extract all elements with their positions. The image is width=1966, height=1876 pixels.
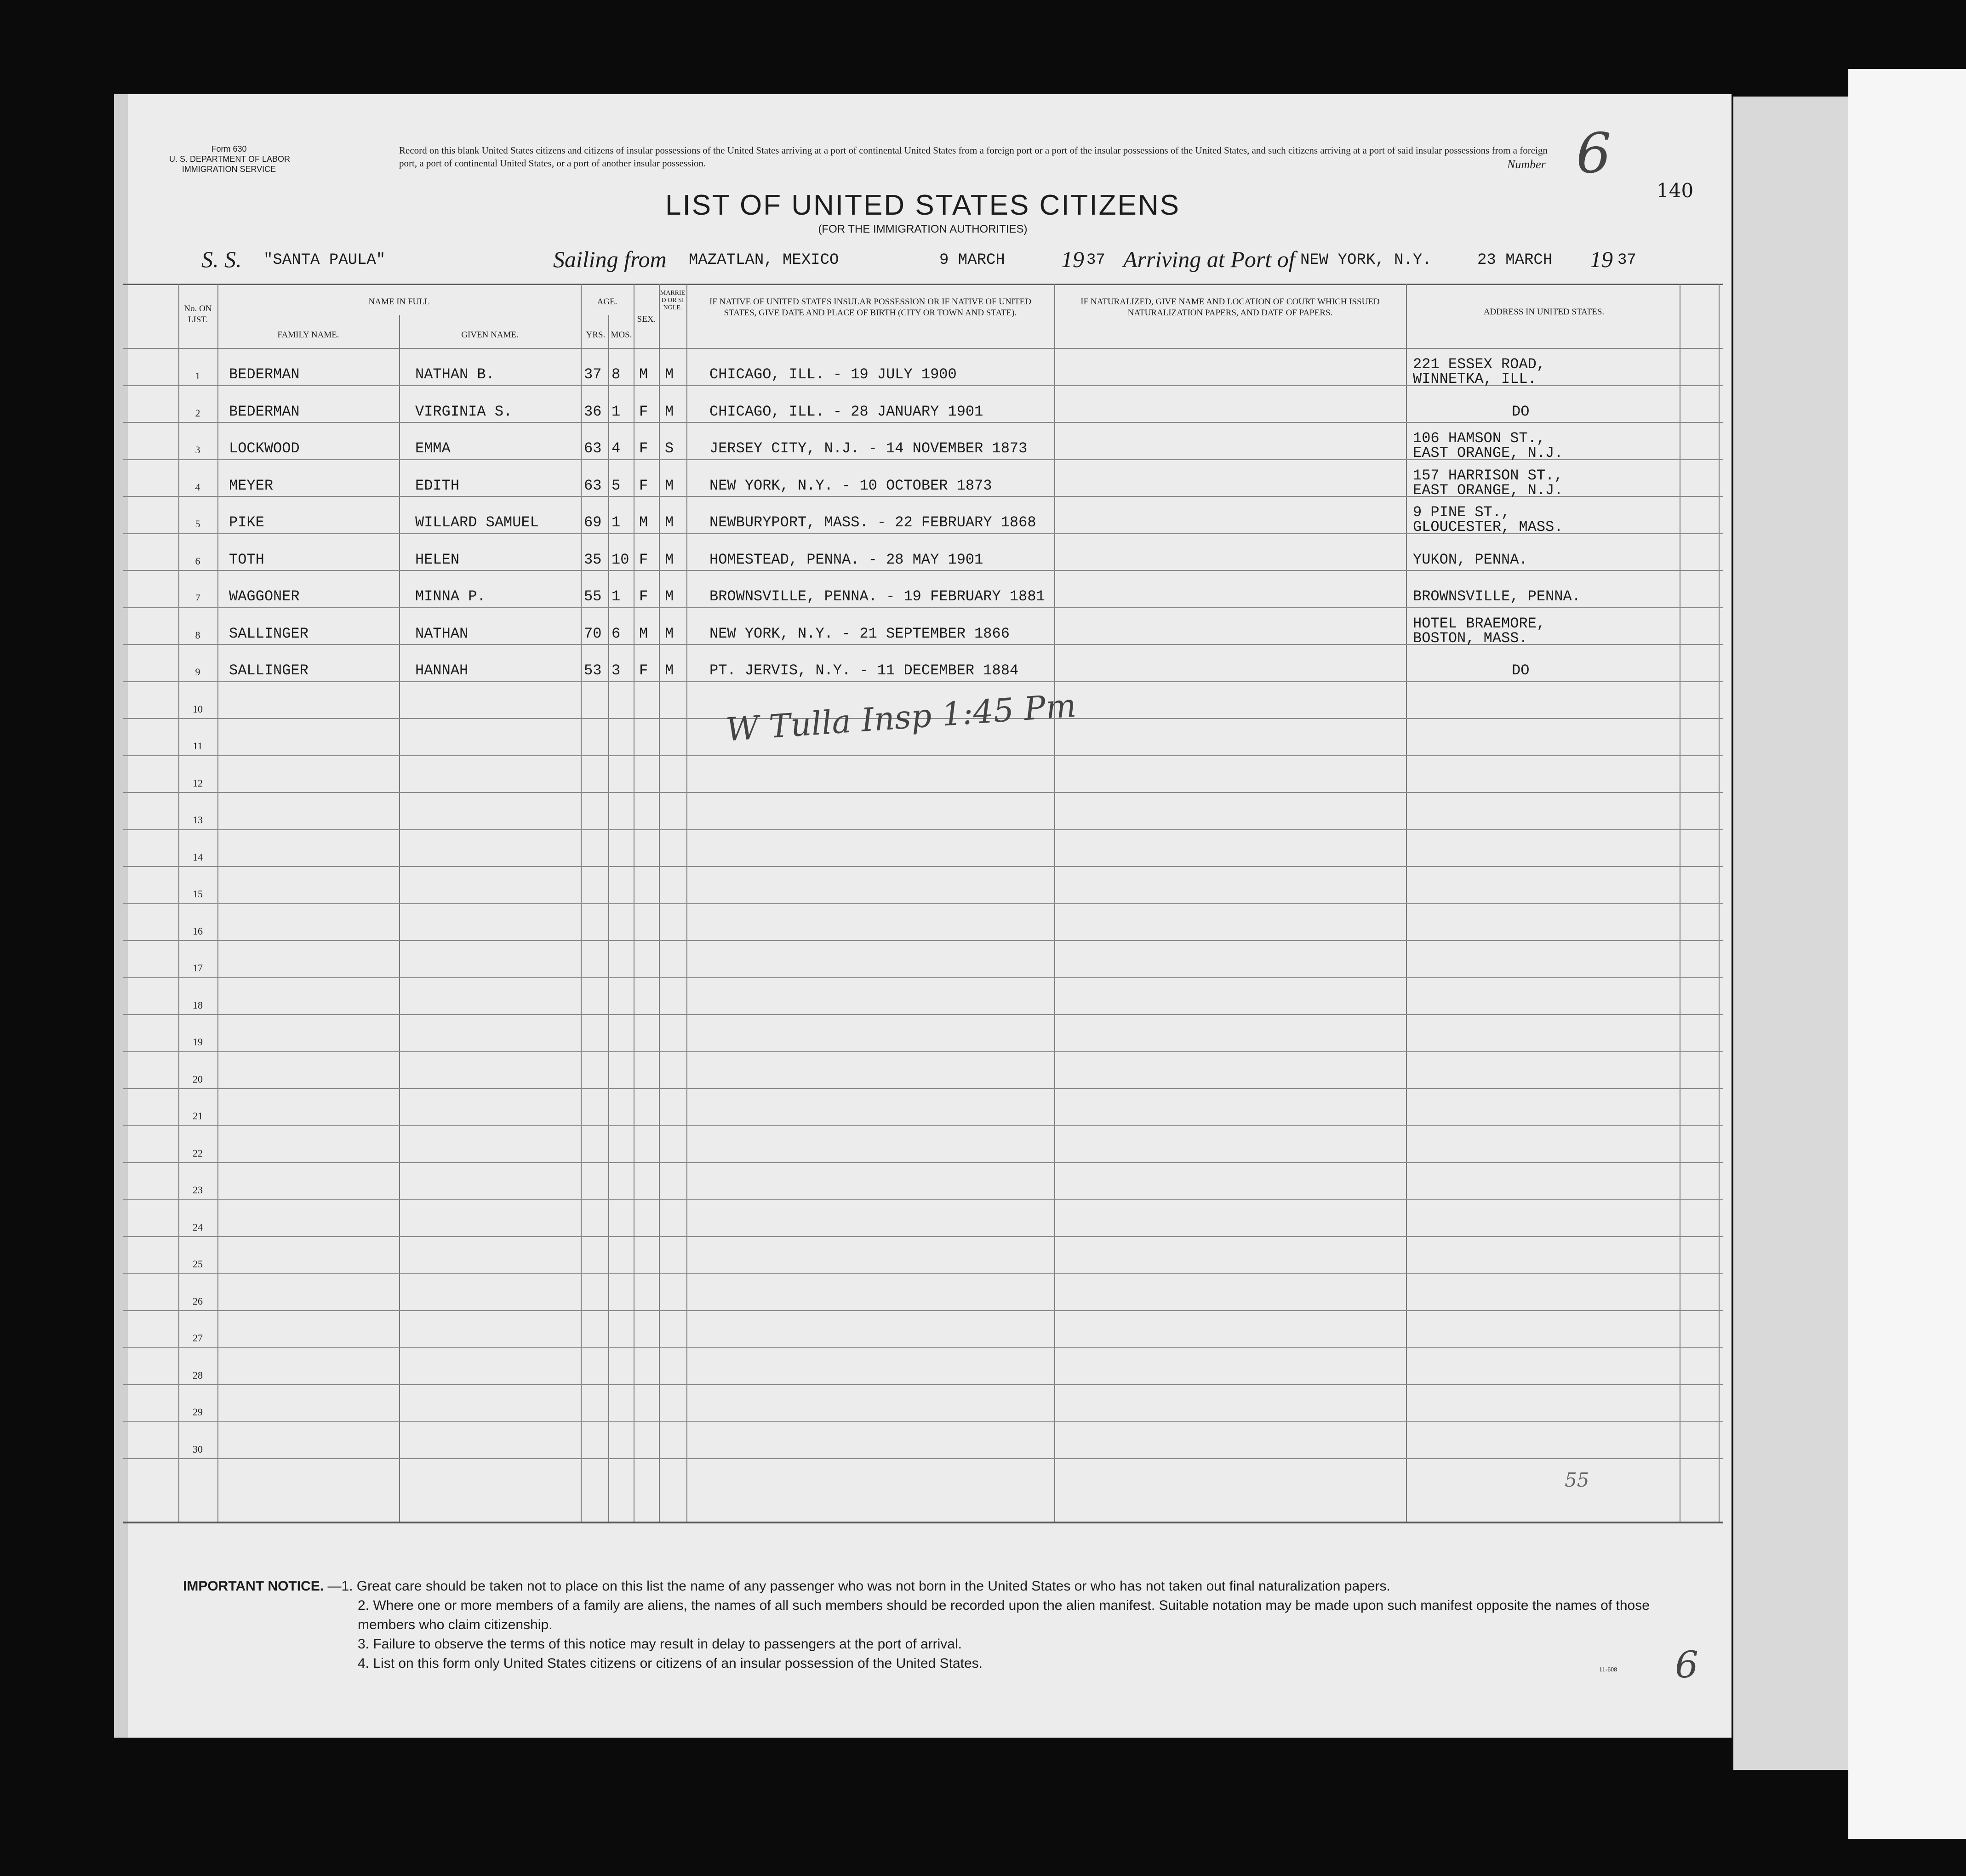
row-number: 21 — [193, 1110, 203, 1122]
row-number: 6 — [195, 555, 200, 567]
sex-cell: F — [639, 551, 648, 568]
punch-hole-icon — [74, 1437, 97, 1460]
address-line-1-cell: HOTEL BRAEMORE, — [1413, 615, 1546, 632]
sex-cell: M — [639, 625, 648, 642]
birth-cell: CHICAGO, ILL. - 19 JULY 1900 — [709, 366, 957, 383]
row-number: 8 — [195, 629, 200, 641]
family-name-cell: MEYER — [229, 477, 274, 494]
family-name-cell: SALLINGER — [229, 625, 309, 642]
marital-status-cell: M — [665, 514, 674, 531]
underlying-page — [1848, 69, 1966, 1839]
marital-status-cell: M — [665, 477, 674, 494]
given-name-cell: MINNA P. — [415, 588, 486, 605]
given-name-cell: NATHAN B. — [415, 366, 495, 383]
address-line-2-cell: EAST ORANGE, N.J. — [1413, 482, 1563, 499]
sex-cell: M — [639, 366, 648, 383]
corner-mark: 6 — [1675, 1643, 1698, 1686]
row-rule — [123, 1014, 1723, 1015]
page-title: LIST OF UNITED STATES CITIZENS — [665, 189, 1180, 221]
address-line-2-cell: BROWNSVILLE, PENNA. — [1413, 588, 1581, 605]
age-months-cell: 1 — [612, 403, 621, 420]
family-name-cell: LOCKWOOD — [229, 440, 300, 457]
page-binding-edge — [114, 94, 128, 1738]
punch-hole-icon — [74, 1122, 97, 1146]
row-number: 26 — [193, 1295, 203, 1307]
departure-year-prefix: 19 — [1061, 246, 1084, 272]
row-rule — [123, 1236, 1723, 1237]
header-age-years: YRS. — [586, 330, 606, 340]
number-label: Number — [1507, 158, 1546, 171]
form-identifier — [169, 144, 289, 174]
header-sex: SEX. — [637, 314, 656, 324]
marital-status-cell: M — [665, 551, 674, 568]
row-rule — [123, 1421, 1723, 1422]
row-number: 13 — [193, 814, 203, 826]
inspector-note: W Tulla Insp 1:45 Pm — [725, 686, 1078, 749]
row-number: 12 — [193, 777, 203, 789]
birth-cell: BROWNSVILLE, PENNA. - 19 FEBRUARY 1881 — [709, 588, 1045, 605]
address-line-2-cell: GLOUCESTER, MASS. — [1413, 519, 1563, 536]
row-rule — [123, 1384, 1723, 1385]
row-number: 27 — [193, 1332, 203, 1344]
ss-label: S. S. — [201, 246, 242, 272]
row-rule — [123, 1458, 1723, 1459]
row-number: 28 — [193, 1369, 203, 1381]
age-months-cell: 1 — [612, 514, 621, 531]
row-rule — [123, 755, 1723, 756]
notice-item-4: 4. List on this form only United States citizens or citizens of an insular possession of the United States. — [358, 1656, 983, 1671]
row-number: 15 — [193, 888, 203, 900]
service-label: IMMIGRATION SERVICE — [182, 165, 276, 174]
header-no-on-list: No. ON LIST. — [184, 304, 212, 325]
row-number: 22 — [193, 1147, 203, 1159]
row-rule — [123, 1051, 1723, 1052]
row-rule — [123, 940, 1723, 941]
given-name-cell: HANNAH — [415, 662, 469, 679]
row-number: 9 — [195, 666, 200, 678]
header-age: AGE. — [597, 297, 617, 307]
address-line-1-cell: 9 PINE ST., — [1413, 504, 1510, 521]
row-rule — [123, 570, 1723, 571]
arrival-date: 23 MARCH — [1477, 251, 1553, 269]
address-line-2-cell: YUKON, PENNA. — [1413, 551, 1528, 568]
birth-cell: NEW YORK, N.Y. - 10 OCTOBER 1873 — [709, 477, 992, 494]
birth-cell: NEWBURYPORT, MASS. - 22 FEBRUARY 1868 — [709, 514, 1036, 531]
row-number: 19 — [193, 1036, 203, 1048]
address-line-2-cell: BOSTON, MASS. — [1413, 630, 1528, 647]
row-rule — [123, 866, 1723, 867]
header-address: ADDRESS IN UNITED STATES. — [1483, 307, 1605, 317]
marital-status-cell: S — [665, 440, 674, 457]
given-name-cell: HELEN — [415, 551, 460, 568]
important-notice — [183, 1577, 1673, 1673]
row-number: 10 — [193, 703, 203, 715]
age-months-cell: 3 — [612, 662, 621, 679]
header-birth: IF NATIVE OF UNITED STATES INSULAR POSSESSION OR IF NATIVE OF UNITED STATES, GIVE DATE AND PLACE OF BIRTH (CITY OR TOWN AND STATE). — [709, 297, 1031, 318]
address-line-1-cell: 221 ESSEX ROAD, — [1413, 356, 1546, 373]
family-name-cell: BEDERMAN — [229, 403, 300, 420]
age-months-cell: 10 — [612, 551, 629, 568]
row-number: 17 — [193, 962, 203, 974]
age-months-cell: 8 — [612, 366, 621, 383]
birth-cell: JERSEY CITY, N.J. - 14 NOVEMBER 1873 — [709, 440, 1028, 457]
row-rule — [123, 1199, 1723, 1200]
row-number: 30 — [193, 1443, 203, 1455]
sex-cell: F — [639, 477, 648, 494]
page-subtitle: (FOR THE IMMIGRATION AUTHORITIES) — [818, 223, 1028, 235]
row-number: 25 — [193, 1258, 203, 1270]
sex-cell: M — [639, 514, 648, 531]
row-rule — [123, 903, 1723, 904]
row-number: 18 — [193, 999, 203, 1011]
header-given-name: GIVEN NAME. — [461, 330, 519, 340]
age-years-cell: 35 — [584, 551, 602, 568]
row-rule — [123, 1162, 1723, 1163]
row-rule — [123, 681, 1723, 682]
age-years-cell: 63 — [584, 440, 602, 457]
age-years-cell: 63 — [584, 477, 602, 494]
family-name-cell: WAGGONER — [229, 588, 300, 605]
given-name-cell: EMMA — [415, 440, 451, 457]
given-name-cell: WILLARD SAMUEL — [415, 514, 539, 531]
age-years-cell: 55 — [584, 588, 602, 605]
row-rule — [123, 1088, 1723, 1089]
row-rule — [123, 977, 1723, 978]
manifest-number: 6 — [1576, 122, 1612, 186]
row-number: 2 — [195, 407, 200, 419]
sex-cell: F — [639, 403, 648, 420]
row-number: 3 — [195, 444, 200, 456]
manifest-page — [114, 94, 1732, 1738]
form-code: 11-608 — [1599, 1666, 1617, 1673]
row-number: 14 — [193, 851, 203, 863]
bottom-page-number: 55 — [1565, 1469, 1589, 1491]
address-line-2-cell: WINNETKA, ILL. — [1413, 371, 1537, 388]
birth-cell: PT. JERVIS, N.Y. - 11 DECEMBER 1884 — [709, 662, 1019, 679]
row-number: 11 — [193, 740, 203, 752]
header-name-in-full: NAME IN FULL — [368, 297, 430, 307]
row-rule — [123, 422, 1723, 423]
marital-status-cell: M — [665, 588, 674, 605]
record-instruction: Record on this blank United States citizens and citizens of insular possessions of the United States arriving at a port of continental United States from a foreign port or a port of the insular possessions of the United States, and such citizens arriving at a port of said insular possessions from a foreign port, a port of continental United States, or a port of another insular possession. — [399, 145, 1548, 169]
marital-status-cell: M — [665, 625, 674, 642]
ship-name: "SANTA PAULA" — [263, 251, 386, 269]
age-years-cell: 37 — [584, 366, 602, 383]
sex-cell: F — [639, 440, 648, 457]
sex-cell: F — [639, 588, 648, 605]
arrival-port: NEW YORK, N.Y. — [1300, 251, 1432, 269]
family-name-cell: BEDERMAN — [229, 366, 300, 383]
row-rule — [123, 1125, 1723, 1126]
address-line-1-cell: 106 HAMSON ST., — [1413, 430, 1546, 447]
notice-item-1: —1. Great care should be taken not to place on this list the name of any passenger who was not born in the United States or who has not taken out final naturalization papers. — [327, 1579, 1390, 1594]
punch-hole-icon — [74, 1193, 97, 1217]
given-name-cell: NATHAN — [415, 625, 469, 642]
row-rule — [123, 1347, 1723, 1348]
birth-cell: NEW YORK, N.Y. - 21 SEPTEMBER 1866 — [709, 625, 1010, 642]
address-line-2-cell: DO — [1512, 662, 1530, 679]
row-rule — [123, 1310, 1723, 1311]
address-line-2-cell: EAST ORANGE, N.J. — [1413, 445, 1563, 462]
header-naturalized: IF NATURALIZED, GIVE NAME AND LOCATION OF COURT WHICH ISSUED NATURALIZATION PAPERS, AND DATE OF PAPERS. — [1080, 297, 1380, 318]
row-rule — [123, 1273, 1723, 1274]
header-married-single: MARRIED OR SINGLE. — [660, 290, 686, 311]
row-rule — [123, 829, 1723, 830]
sex-cell: F — [639, 662, 648, 679]
given-name-cell: VIRGINIA S. — [415, 403, 513, 420]
row-rule — [123, 792, 1723, 793]
notice-item-3: 3. Failure to observe the terms of this notice may result in delay to passengers at the port of arrival. — [358, 1637, 962, 1652]
family-name-cell: SALLINGER — [229, 662, 309, 679]
department-label: U. S. DEPARTMENT OF LABOR — [169, 154, 291, 164]
row-number: 23 — [193, 1184, 203, 1196]
row-number: 16 — [193, 925, 203, 937]
address-line-1-cell: 157 HARRISON ST., — [1413, 467, 1563, 484]
row-rule — [123, 607, 1723, 608]
arriving-label: Arriving at Port of — [1123, 246, 1295, 272]
family-name-cell: PIKE — [229, 514, 264, 531]
age-years-cell: 70 — [584, 625, 602, 642]
age-months-cell: 1 — [612, 588, 621, 605]
marital-status-cell: M — [665, 403, 674, 420]
age-years-cell: 36 — [584, 403, 602, 420]
row-number: 20 — [193, 1073, 203, 1085]
marital-status-cell: M — [665, 366, 674, 383]
age-years-cell: 53 — [584, 662, 602, 679]
departure-port: MAZATLAN, MEXICO — [689, 251, 839, 269]
age-years-cell: 69 — [584, 514, 602, 531]
marital-status-cell: M — [665, 662, 674, 679]
departure-year-suffix: 37 — [1086, 251, 1105, 269]
arrival-year-prefix: 19 — [1590, 246, 1613, 272]
row-number: 5 — [195, 518, 200, 530]
departure-date: 9 MARCH — [939, 251, 1005, 269]
birth-cell: CHICAGO, ILL. - 28 JANUARY 1901 — [709, 403, 983, 420]
birth-cell: HOMESTEAD, PENNA. - 28 MAY 1901 — [709, 551, 983, 568]
sailing-label: Sailing from — [553, 246, 667, 272]
notice-title: IMPORTANT NOTICE. — [183, 1579, 324, 1594]
age-months-cell: 6 — [612, 625, 621, 642]
header-family-name: FAMILY NAME. — [277, 330, 339, 340]
age-months-cell: 5 — [612, 477, 621, 494]
family-name-cell: TOTH — [229, 551, 264, 568]
notice-item-2: 2. Where one or more members of a family are aliens, the names of all such members should be recorded upon the alien manifest. Suitable notation may be made upon such manifest opposite the names of those members who claim citizenship. — [358, 1598, 1650, 1632]
row-number: 1 — [195, 370, 200, 382]
address-line-2-cell: DO — [1512, 403, 1530, 420]
given-name-cell: EDITH — [415, 477, 460, 494]
form-label: Form 630 — [211, 144, 247, 154]
row-number: 24 — [193, 1221, 203, 1233]
row-number: 7 — [195, 592, 200, 604]
arrival-year-suffix: 37 — [1617, 251, 1636, 269]
header-age-months: MOS. — [611, 330, 632, 340]
row-number: 4 — [195, 481, 200, 493]
row-number: 29 — [193, 1406, 203, 1418]
age-months-cell: 4 — [612, 440, 621, 457]
punch-hole-icon — [74, 1508, 97, 1532]
page-number: 140 — [1657, 179, 1694, 202]
